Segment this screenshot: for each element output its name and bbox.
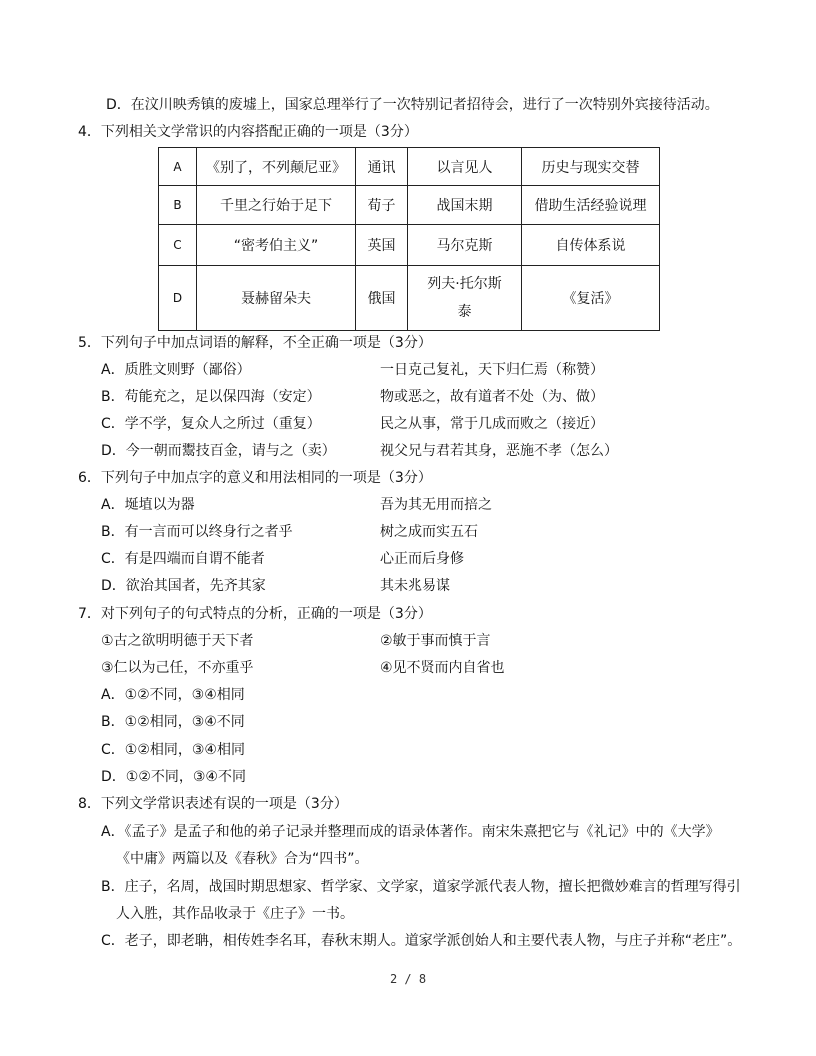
q6-option-b-right: 树之成而实五石 [380,524,478,540]
q7-sentence-3: ③仁以为己任，不亦重乎 [101,660,254,676]
table-cell: “密考伯主义” [197,225,356,265]
q5-option-b-right: 物或恶之，故有道者不处（为、做） [380,389,604,405]
q7-sentence-4: ④见不贤而内自省也 [380,660,505,676]
table-cell: 俄国 [356,265,408,330]
q5-option-a-right: 一日克己复礼，天下归仁焉（称赞） [380,362,604,378]
table-cell: 千里之行始于足下 [197,186,356,225]
q7-option-d: D．①②不同，③④不同 [101,769,246,785]
table-cell: 借助生活经验说理 [522,186,660,225]
page-number: 2 / 8 [389,972,427,986]
q5-option-c: C．学不学，复众人之所过（重复） [101,416,321,432]
q6-option-c: C．有是四端而自谓不能者 [101,551,265,567]
table-row [159,186,660,225]
q3-option-d: D．在汶川映秀镇的废墟上，国家总理举行了一次特别记者招待会，进行了一次特别外宾接待活动。 [106,97,719,113]
q6-option-a-right: 吾为其无用而掊之 [380,497,492,513]
q8-option-c: C．老子，即老聃，相传姓李名耳，春秋末期人。道家学派创始人和主要代表人物，与庄子并称“老庄”。 [101,933,742,949]
table-cell: 列夫·托尔斯泰 [408,265,522,330]
q8-option-a-cont: 《中庸》两篇以及《春秋》合为“四书”。 [116,851,369,867]
q8-stem: 8．下列文学常识表述有误的一项是（3分） [78,796,348,812]
table-cell: A [159,148,197,186]
q6-stem: 6．下列句子中加点字的意义和用法相同的一项是（3分） [78,470,432,486]
table-cell: 英国 [356,225,408,265]
table-cell: C [159,225,197,265]
table-cell: 历史与现实交替 [522,148,660,186]
q8-option-a: A．《孟子》是孟子和他的弟子记录并整理而成的语录体著作。南宋朱熹把它与《礼记》中的《大学》 [101,824,720,840]
q7-option-c: C．①②相同，③④相同 [101,742,245,758]
table-cell: 荀子 [356,186,408,225]
q5-option-d: D．今一朝而鬻技百金，请与之（卖） [101,443,336,459]
q7-sentence-2: ②敏于事而慎于言 [380,633,491,649]
q5-option-d-right: 视父兄与君若其身，恶施不孝（怎么） [380,443,618,459]
q6-option-d: D．欲治其国者，先齐其家 [101,578,266,594]
table-cell: 通讯 [356,148,408,186]
table-row [159,148,660,186]
q8-option-b: B．庄子，名周，战国时期思想家、哲学家、文学家，道家学派代表人物，擅长把微妙难言的哲理写得引 [101,879,741,895]
table-cell: 《复活》 [522,265,660,330]
table-cell: 战国末期 [408,186,522,225]
q4-stem: 4．下列相关文学常识的内容搭配正确的一项是（3分） [78,124,418,140]
table-row [159,265,660,330]
q6-option-a: A．埏埴以为器 [101,497,195,513]
q7-option-b: B．①②相同，③④不同 [101,714,245,730]
q7-sentence-1: ①古之欲明明德于天下者 [101,633,254,649]
q7-option-a: A．①②不同，③④相同 [101,687,245,703]
q5-option-a: A．质胜文则野（鄙俗） [101,362,251,378]
q5-stem: 5．下列句子中加点词语的解释，不全正确一项是（3分） [78,335,432,351]
table-cell: B [159,186,197,225]
table-row [159,225,660,265]
table-cell: 自传体系说 [522,225,660,265]
table-cell: 以言见人 [408,148,522,186]
literature-table [158,147,660,331]
table-cell: 《别了，不列颠尼亚》 [197,148,356,186]
q7-stem: 7．对下列句子的句式特点的分析，正确的一项是（3分） [78,606,432,622]
q5-option-b: B．苟能充之，足以保四海（安定） [101,389,321,405]
q6-option-d-right: 其未兆易谋 [380,578,450,594]
table-cell: D [159,265,197,330]
q5-option-c-right: 民之从事，常于几成而败之（接近） [380,416,604,432]
table-cell: 聂赫留朵夫 [197,265,356,330]
table-cell: 马尔克斯 [408,225,522,265]
q6-option-c-right: 心正而后身修 [380,551,464,567]
q6-option-b: B．有一言而可以终身行之者乎 [101,524,293,540]
q8-option-b-cont: 人入胜，其作品收录于《庄子》一书。 [116,906,354,922]
